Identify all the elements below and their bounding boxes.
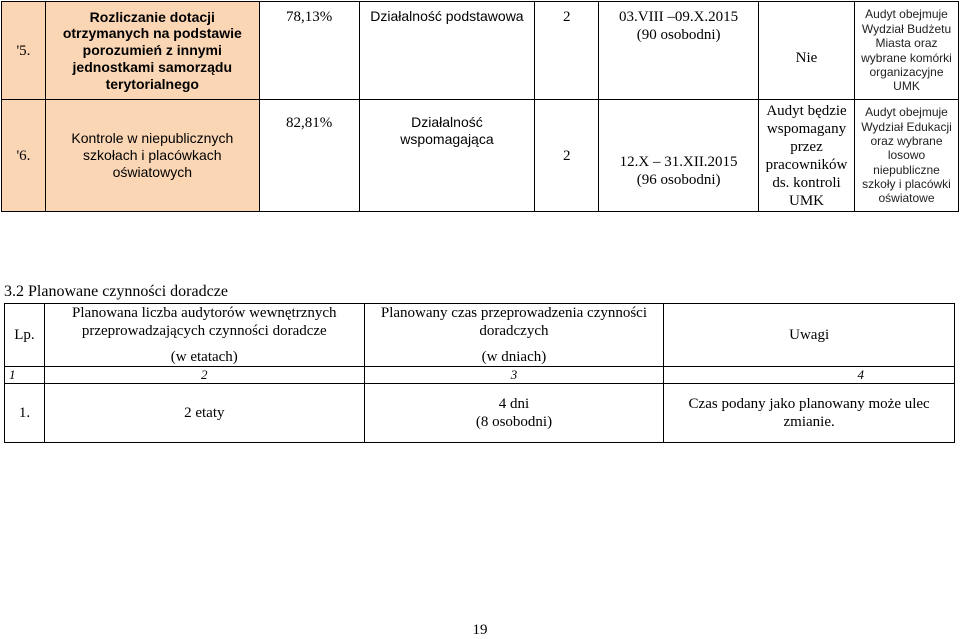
row-lp: '6. — [2, 100, 46, 212]
activity-type: Działalność wspomagająca — [359, 100, 535, 212]
header-auditors — [44, 304, 364, 367]
period-days: (96 osobodni) — [636, 171, 721, 188]
header-auditors-label: Planowana liczba audytorów wewnętrznych przeprowadzających czynności doradcze — [72, 305, 337, 339]
column-index: 3 — [364, 367, 664, 384]
audit-row — [2, 100, 959, 212]
header-time-unit: (w dniach) — [481, 349, 547, 365]
row-time — [364, 384, 664, 443]
row-lp: 1. — [5, 384, 45, 443]
row-auditors: 2 etaty — [44, 384, 364, 443]
section-heading: 3.2 Planowane czynności doradcze — [4, 283, 228, 300]
audit-notes: Audyt obejmuje Wydział Edukacji oraz wybrane losowo niepubliczne szkoły i placówki oświatowe — [855, 100, 959, 212]
header-lp: Lp. — [5, 304, 45, 367]
row-lp: '5. — [2, 2, 46, 100]
audit-title: Kontrole w niepublicznych szkołach i placówkach oświatowych — [45, 100, 259, 212]
header-notes: Uwagi — [664, 304, 955, 367]
column-index: 1 — [5, 367, 45, 384]
risk-score: 82,81% — [259, 100, 359, 212]
row-notes: Czas podany jako planowany może ulec zmianie. — [664, 384, 955, 443]
support-info: Nie — [759, 2, 855, 100]
period-dates: 03.VIII –09.X.2015 — [619, 9, 739, 25]
risk-score: 78,13% — [259, 2, 359, 100]
audit-notes: Audyt obejmuje Wydział Budżetu Miasta oraz wybrane komórki organizacyjne UMK — [855, 2, 959, 100]
support-info: Audyt będzie wspomagany przez pracowników ds. kontroli UMK — [759, 100, 855, 212]
audit-plan-table — [1, 1, 959, 212]
row-time-detail: (8 osobodni) — [475, 414, 553, 430]
audit-period — [599, 100, 759, 212]
column-index: 2 — [44, 367, 364, 384]
header-time-label: Planowany czas przeprowadzenia czynności doradczych — [380, 305, 648, 339]
auditor-count: 2 — [535, 100, 599, 212]
column-index-row — [5, 367, 955, 384]
header-row — [5, 304, 955, 367]
page-number: 19 — [472, 622, 488, 638]
period-days: (90 osobodni) — [636, 27, 721, 43]
header-auditors-unit: (w etatach) — [170, 349, 238, 365]
audit-row — [2, 2, 959, 100]
column-index: 4 — [664, 367, 955, 384]
header-time — [364, 304, 664, 367]
period-dates: 12.X – 31.XII.2015 — [619, 153, 738, 170]
table-row — [5, 384, 955, 443]
audit-title: Rozliczanie dotacji otrzymanych na podstawie porozumień z innymi jednostkami samorządu terytorialnego — [45, 2, 259, 100]
advisory-plan-table — [4, 303, 955, 443]
row-time-days: 4 dni — [498, 396, 530, 412]
audit-period — [599, 2, 759, 100]
activity-type: Działalność podstawowa — [359, 2, 535, 100]
auditor-count: 2 — [535, 2, 599, 100]
